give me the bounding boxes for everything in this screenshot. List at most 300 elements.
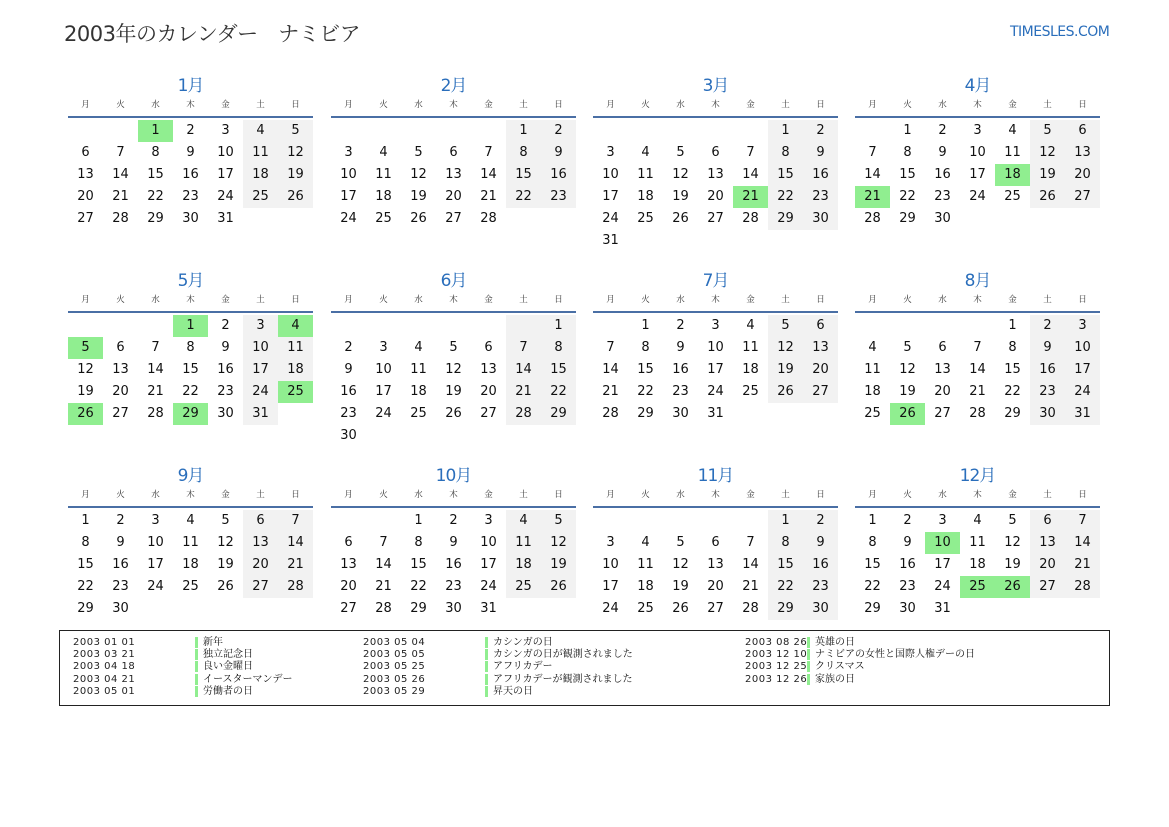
day-cell: 22: [637, 384, 654, 399]
day-cell: 19: [77, 384, 94, 399]
holiday-date: 2003 04 18: [73, 661, 136, 673]
day-grid: [593, 510, 838, 620]
day-cell: 15: [637, 362, 654, 377]
day-cell: 14: [375, 557, 392, 572]
day-cell: 12: [1004, 535, 1021, 550]
day-cell: 6: [344, 535, 353, 550]
day-cell: 10: [602, 167, 619, 182]
weekday-label: 木: [186, 100, 195, 110]
holiday-marker: [807, 674, 810, 685]
day-cell: 29: [541, 403, 576, 425]
day-cell: 19: [768, 359, 803, 381]
holiday-name: 労働者の日: [203, 685, 253, 697]
weekday-header: [68, 488, 313, 508]
day-cell: 13: [1065, 142, 1100, 164]
day-cell: 5: [768, 315, 803, 337]
day-cell: 14: [480, 167, 497, 182]
empty-day-cell: [960, 315, 995, 337]
day-cell: 30: [182, 211, 199, 226]
month-title: 6月: [440, 271, 467, 291]
day-cell: 28: [969, 406, 986, 421]
day-cell: 18: [506, 554, 541, 576]
day-cell: 13: [480, 362, 497, 377]
day-cell: 22: [147, 189, 164, 204]
day-cell: 27: [243, 576, 278, 598]
day-cell: 18: [969, 557, 986, 572]
day-cell: 15: [506, 164, 541, 186]
empty-day-cell: [103, 315, 138, 337]
holiday-marker: [485, 649, 488, 660]
day-cell: 27: [340, 601, 357, 616]
month-title: 3月: [702, 76, 729, 96]
weekday-label: 金: [1008, 295, 1017, 305]
day-cell: 12: [445, 362, 462, 377]
day-cell: 15: [768, 554, 803, 576]
day-cell: 31: [707, 406, 724, 421]
day-cell: 19: [541, 554, 576, 576]
day-cell: 6: [484, 340, 493, 355]
day-cell: 26: [278, 186, 313, 208]
day-cell: 6: [938, 340, 947, 355]
day-cell: 27: [445, 211, 462, 226]
day-cell: 2: [221, 318, 230, 333]
day-cell: 13: [707, 557, 724, 572]
day-cell: 16: [217, 362, 234, 377]
weekday-header: [331, 488, 576, 508]
day-cell: 31: [602, 233, 619, 248]
weekday-label: 水: [151, 295, 160, 305]
weekday-label: 水: [414, 295, 423, 305]
day-cell: 21: [969, 384, 986, 399]
day-cell: 30: [217, 406, 234, 421]
day-cell: 24: [217, 189, 234, 204]
empty-day-cell: [855, 120, 890, 142]
weekday-label: 水: [414, 490, 423, 500]
day-cell: 7: [1065, 510, 1100, 532]
empty-day-cell: [103, 120, 138, 142]
day-cell: 4: [243, 120, 278, 142]
holiday-name: 家族の日: [815, 673, 855, 685]
day-grid: [855, 510, 1100, 620]
day-cell: 5: [1030, 120, 1065, 142]
day-cell: 2: [938, 123, 947, 138]
holiday-legend-row: [745, 661, 975, 673]
weekday-label: 土: [519, 100, 528, 110]
day-cell: 3: [973, 123, 982, 138]
day-cell: 9: [221, 340, 230, 355]
holiday-name: イースターマンデー: [203, 673, 293, 685]
holiday-date: 2003 01 01: [73, 637, 136, 648]
weekday-label: 木: [449, 490, 458, 500]
holiday-day-cell: 5: [68, 337, 103, 359]
day-cell: 6: [803, 315, 838, 337]
day-cell: 4: [414, 340, 423, 355]
day-cell: 20: [340, 579, 357, 594]
day-cell: 30: [340, 428, 357, 443]
weekday-label: 土: [256, 295, 265, 305]
weekday-label: 日: [554, 100, 563, 110]
empty-day-cell: [593, 315, 628, 337]
weekday-label: 日: [816, 100, 825, 110]
day-cell: 10: [375, 362, 392, 377]
day-cell: 12: [672, 167, 689, 182]
day-cell: 16: [340, 384, 357, 399]
day-cell: 18: [637, 579, 654, 594]
day-cell: 30: [112, 601, 129, 616]
day-cell: 26: [541, 576, 576, 598]
weekday-label: 金: [746, 490, 755, 500]
day-cell: 12: [77, 362, 94, 377]
day-cell: 24: [243, 381, 278, 403]
day-cell: 22: [1004, 384, 1021, 399]
day-cell: 7: [484, 145, 493, 160]
month-title: 7月: [702, 271, 729, 291]
day-cell: 24: [1065, 381, 1100, 403]
day-cell: 6: [1030, 510, 1065, 532]
day-cell: 23: [112, 579, 129, 594]
day-cell: 24: [147, 579, 164, 594]
day-cell: 11: [375, 167, 392, 182]
day-cell: 20: [1065, 164, 1100, 186]
holiday-marker: [485, 674, 488, 685]
day-cell: 24: [480, 579, 497, 594]
holiday-date: 2003 12 10: [745, 649, 808, 661]
holiday-legend-row: [363, 637, 633, 649]
day-cell: 9: [541, 142, 576, 164]
day-cell: 20: [707, 189, 724, 204]
day-cell: 1: [506, 120, 541, 142]
weekday-label: 月: [868, 100, 877, 110]
day-cell: 3: [243, 315, 278, 337]
holiday-date: 2003 05 25: [363, 661, 426, 673]
day-cell: 23: [934, 189, 951, 204]
empty-day-cell: [855, 315, 890, 337]
day-cell: 19: [1004, 557, 1021, 572]
holiday-day-cell: 21: [855, 186, 890, 208]
day-cell: 2: [541, 120, 576, 142]
weekday-label: 火: [116, 100, 125, 110]
day-cell: 17: [602, 189, 619, 204]
weekday-label: 火: [903, 100, 912, 110]
empty-day-cell: [890, 315, 925, 337]
day-cell: 16: [934, 167, 951, 182]
day-cell: 7: [606, 340, 615, 355]
day-cell: 13: [707, 167, 724, 182]
day-grid: [68, 510, 313, 620]
day-cell: 22: [77, 579, 94, 594]
holiday-day-cell: 4: [278, 315, 313, 337]
weekday-label: 月: [606, 490, 615, 500]
day-cell: 6: [116, 340, 125, 355]
holiday-day-cell: 10: [925, 532, 960, 554]
day-cell: 9: [344, 362, 353, 377]
month-8: [855, 269, 1100, 425]
day-cell: 8: [414, 535, 423, 550]
day-cell: 28: [278, 576, 313, 598]
day-cell: 11: [864, 362, 881, 377]
empty-day-cell: [628, 510, 663, 532]
holiday-day-cell: 29: [173, 403, 208, 425]
day-cell: 9: [803, 142, 838, 164]
day-cell: 29: [899, 211, 916, 226]
day-cell: 4: [379, 145, 388, 160]
day-cell: 21: [480, 189, 497, 204]
day-cell: 18: [410, 384, 427, 399]
day-cell: 8: [151, 145, 160, 160]
weekday-header: [855, 98, 1100, 118]
day-cell: 22: [899, 189, 916, 204]
day-cell: 27: [480, 406, 497, 421]
day-cell: 29: [768, 598, 803, 620]
day-cell: 25: [182, 579, 199, 594]
empty-day-cell: [628, 120, 663, 142]
day-grid: [331, 120, 576, 230]
day-cell: 30: [803, 598, 838, 620]
holiday-name: カシンガの日: [493, 637, 553, 648]
day-cell: 3: [484, 513, 493, 528]
weekday-label: 水: [938, 100, 947, 110]
day-cell: 8: [81, 535, 90, 550]
weekday-label: 日: [554, 490, 563, 500]
weekday-label: 金: [221, 295, 230, 305]
holiday-date: 2003 05 29: [363, 685, 426, 697]
day-cell: 1: [541, 315, 576, 337]
holiday-marker: [485, 637, 488, 648]
weekday-header: [331, 293, 576, 313]
day-cell: 26: [1030, 186, 1065, 208]
day-cell: 12: [1030, 142, 1065, 164]
holiday-date: 2003 05 05: [363, 649, 426, 661]
weekday-label: 月: [344, 490, 353, 500]
month-5: [68, 269, 313, 425]
weekday-label: 金: [221, 490, 230, 500]
weekday-label: 木: [973, 100, 982, 110]
day-cell: 9: [116, 535, 125, 550]
day-cell: 27: [1065, 186, 1100, 208]
weekday-label: 木: [449, 100, 458, 110]
weekday-header: [68, 293, 313, 313]
day-cell: 20: [934, 384, 951, 399]
day-cell: 17: [243, 359, 278, 381]
day-cell: 27: [77, 211, 94, 226]
day-cell: 17: [707, 362, 724, 377]
day-cell: 3: [379, 340, 388, 355]
day-cell: 1: [641, 318, 650, 333]
day-cell: 20: [803, 359, 838, 381]
day-cell: 15: [182, 362, 199, 377]
holiday-marker: [807, 649, 810, 660]
day-cell: 27: [934, 406, 951, 421]
weekday-label: 金: [484, 295, 493, 305]
day-cell: 25: [506, 576, 541, 598]
day-cell: 8: [768, 532, 803, 554]
day-cell: 17: [147, 557, 164, 572]
day-cell: 15: [768, 164, 803, 186]
day-cell: 18: [278, 359, 313, 381]
month-title: 10月: [435, 466, 472, 486]
weekday-label: 金: [1008, 100, 1017, 110]
weekday-label: 木: [711, 295, 720, 305]
weekday-header: [855, 293, 1100, 313]
holiday-legend-row: [363, 661, 633, 673]
day-cell: 13: [445, 167, 462, 182]
day-cell: 7: [868, 145, 877, 160]
day-cell: 27: [707, 601, 724, 616]
empty-day-cell: [733, 120, 768, 142]
day-cell: 29: [147, 211, 164, 226]
day-cell: 11: [637, 167, 654, 182]
weekday-label: 水: [938, 490, 947, 500]
weekday-label: 土: [519, 295, 528, 305]
empty-day-cell: [663, 510, 698, 532]
day-cell: 13: [243, 532, 278, 554]
day-cell: 17: [340, 189, 357, 204]
day-cell: 23: [899, 579, 916, 594]
day-cell: 23: [217, 384, 234, 399]
day-cell: 5: [278, 120, 313, 142]
brand-logo-text[interactable]: TIMESLES.COM: [1010, 24, 1110, 40]
day-cell: 20: [480, 384, 497, 399]
day-cell: 22: [768, 186, 803, 208]
day-cell: 10: [707, 340, 724, 355]
month-10: [331, 464, 576, 620]
day-cell: 5: [676, 535, 685, 550]
empty-day-cell: [366, 315, 401, 337]
empty-day-cell: [471, 315, 506, 337]
holiday-date: 2003 12 25: [745, 661, 808, 673]
day-cell: 15: [899, 167, 916, 182]
day-cell: 16: [445, 557, 462, 572]
empty-day-cell: [593, 120, 628, 142]
day-cell: 26: [445, 406, 462, 421]
weekday-label: 火: [641, 100, 650, 110]
month-title: 9月: [177, 466, 204, 486]
day-cell: 28: [742, 211, 759, 226]
day-cell: 23: [340, 406, 357, 421]
empty-day-cell: [68, 120, 103, 142]
day-cell: 3: [711, 318, 720, 333]
day-cell: 30: [672, 406, 689, 421]
weekday-label: 金: [484, 100, 493, 110]
day-cell: 29: [410, 601, 427, 616]
day-cell: 1: [903, 123, 912, 138]
empty-day-cell: [925, 315, 960, 337]
day-cell: 5: [903, 340, 912, 355]
day-cell: 19: [899, 384, 916, 399]
day-cell: 2: [1030, 315, 1065, 337]
day-cell: 11: [243, 142, 278, 164]
empty-day-cell: [331, 120, 366, 142]
month-title: 1月: [177, 76, 204, 96]
day-cell: 1: [768, 510, 803, 532]
holiday-legend-row: [745, 674, 975, 686]
day-cell: 22: [768, 576, 803, 598]
weekday-label: 火: [903, 295, 912, 305]
day-cell: 2: [116, 513, 125, 528]
day-cell: 30: [445, 601, 462, 616]
day-cell: 5: [414, 145, 423, 160]
day-cell: 12: [217, 535, 234, 550]
day-cell: 17: [969, 167, 986, 182]
day-cell: 9: [938, 145, 947, 160]
weekday-label: 木: [711, 100, 720, 110]
weekday-label: 土: [1043, 295, 1052, 305]
day-cell: 24: [340, 211, 357, 226]
holiday-name: ナミビアの女性と国際人権デーの日: [815, 649, 975, 661]
day-cell: 7: [506, 337, 541, 359]
day-cell: 12: [768, 337, 803, 359]
day-cell: 16: [803, 554, 838, 576]
day-cell: 25: [375, 211, 392, 226]
day-grid: [593, 120, 838, 252]
day-cell: 1: [414, 513, 423, 528]
day-cell: 11: [742, 340, 759, 355]
month-9: [68, 464, 313, 620]
day-cell: 10: [147, 535, 164, 550]
empty-day-cell: [593, 510, 628, 532]
day-cell: 4: [973, 513, 982, 528]
day-cell: 26: [672, 601, 689, 616]
day-cell: 16: [672, 362, 689, 377]
day-cell: 28: [147, 406, 164, 421]
day-grid: [855, 120, 1100, 230]
day-cell: 31: [480, 601, 497, 616]
day-cell: 26: [672, 211, 689, 226]
day-cell: 30: [1030, 403, 1065, 425]
month-title: 12月: [959, 466, 996, 486]
holiday-date: 2003 05 26: [363, 673, 426, 685]
day-cell: 23: [803, 576, 838, 598]
day-cell: 17: [1065, 359, 1100, 381]
day-cell: 18: [243, 164, 278, 186]
day-cell: 3: [606, 145, 615, 160]
holiday-legend-row: [73, 637, 293, 649]
day-cell: 7: [151, 340, 160, 355]
weekday-label: 金: [221, 100, 230, 110]
day-cell: 2: [449, 513, 458, 528]
day-cell: 21: [278, 554, 313, 576]
holiday-legend-row: [363, 649, 633, 661]
weekday-label: 水: [414, 100, 423, 110]
day-grid: [68, 315, 313, 425]
holiday-date: 2003 04 21: [73, 673, 136, 685]
empty-day-cell: [401, 120, 436, 142]
weekday-label: 木: [186, 295, 195, 305]
day-cell: 29: [637, 406, 654, 421]
day-cell: 18: [742, 362, 759, 377]
day-cell: 16: [803, 164, 838, 186]
day-cell: 10: [602, 557, 619, 572]
month-6: [331, 269, 576, 447]
day-cell: 22: [864, 579, 881, 594]
day-cell: 9: [186, 145, 195, 160]
weekday-label: 火: [379, 100, 388, 110]
weekday-label: 火: [641, 295, 650, 305]
day-cell: 9: [803, 532, 838, 554]
day-cell: 26: [217, 579, 234, 594]
holiday-day-cell: 1: [138, 120, 173, 142]
weekday-header: [593, 98, 838, 118]
day-cell: 7: [379, 535, 388, 550]
day-cell: 21: [1065, 554, 1100, 576]
empty-day-cell: [436, 120, 471, 142]
holiday-legend-row: [73, 649, 293, 661]
empty-day-cell: [138, 315, 173, 337]
day-cell: 17: [217, 167, 234, 182]
page-title: 2003年のカレンダー ナミビア: [64, 22, 361, 46]
day-cell: 10: [480, 535, 497, 550]
holiday-day-cell: 18: [995, 164, 1030, 186]
